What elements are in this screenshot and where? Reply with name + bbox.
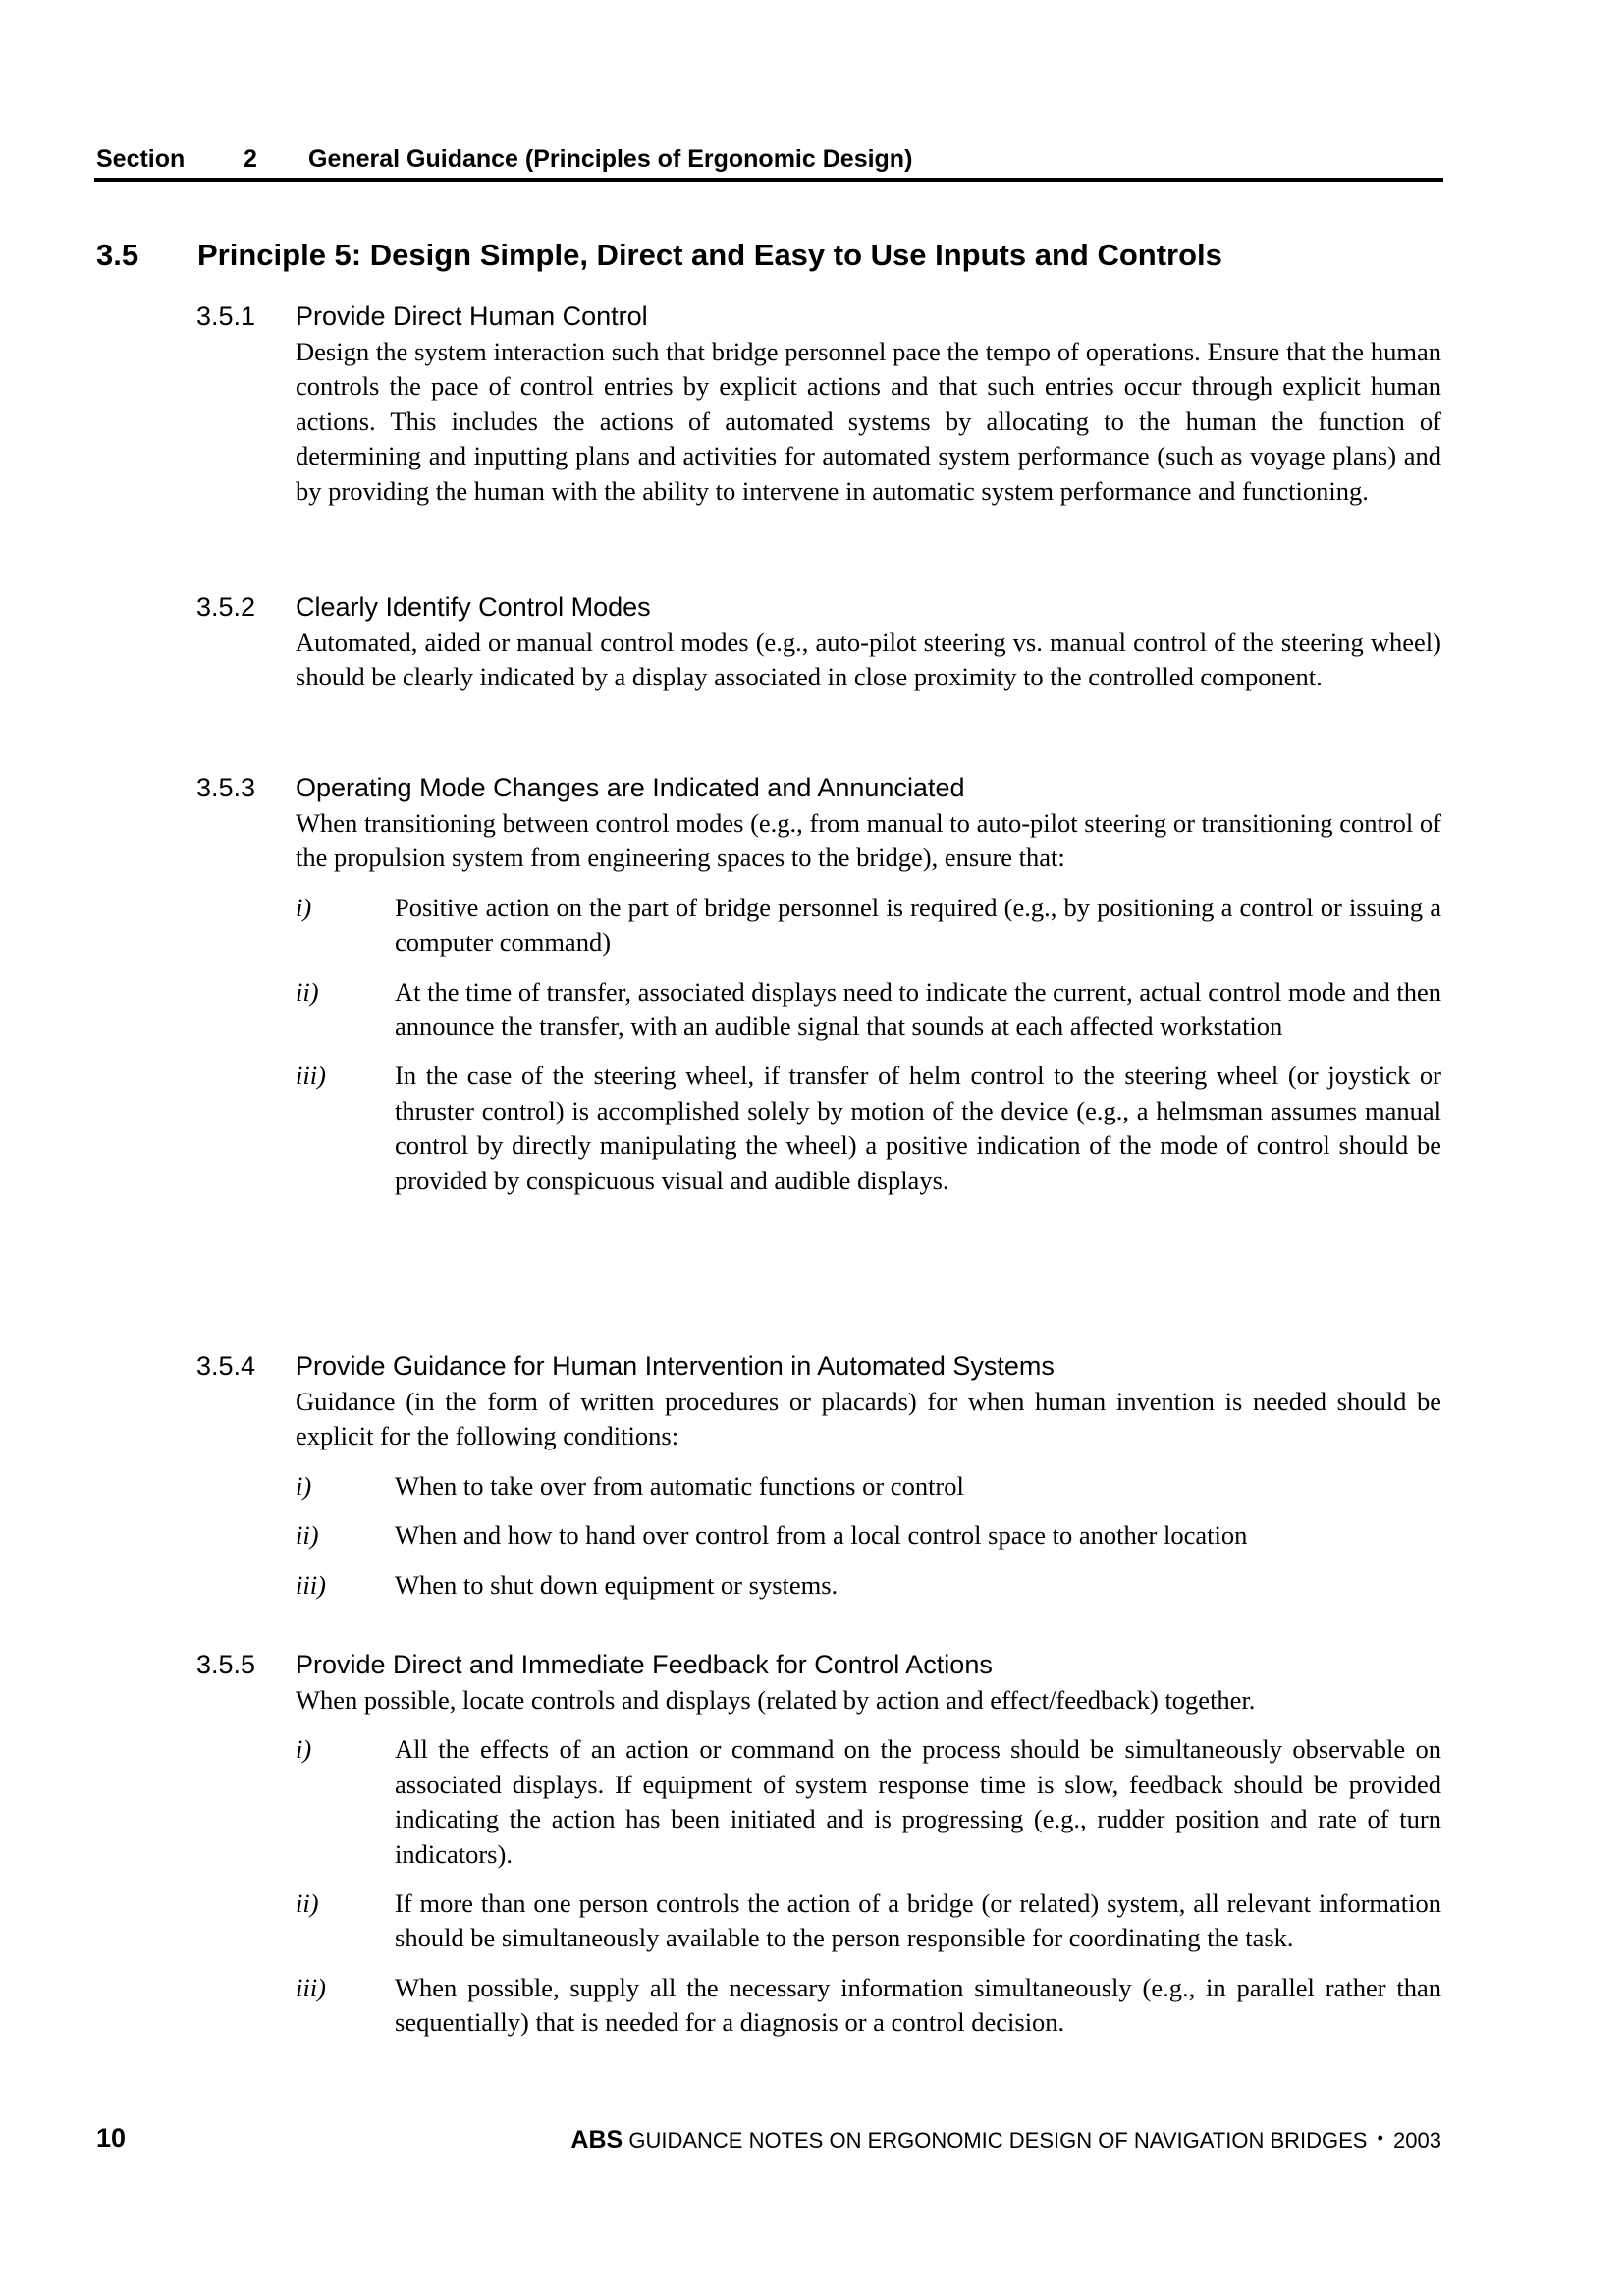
list-marker: i): [296, 892, 312, 922]
list-item: [296, 975, 1441, 1045]
list-marker: i): [296, 1470, 312, 1501]
subsection-title: Provide Guidance for Human Intervention in Automated Systems: [296, 1351, 1055, 1381]
publication-year: 2003: [1393, 2128, 1441, 2153]
list-item-text: When and how to hand over control from a local control space to another location: [395, 1520, 1248, 1551]
subsection-paragraph: Automated, aided or manual control modes (e.g., auto-pilot steering vs. manual control of the steering wheel) should be clearly indicated by a display associated in close proximity to the controlled component.: [296, 628, 1441, 692]
subsection-number: 3.5.5: [196, 1650, 256, 1679]
page-footer: [96, 2121, 1441, 2155]
list-item: [296, 1568, 1441, 1603]
list-item: [296, 1886, 1441, 1956]
subsection-3-5-5: [196, 1648, 1441, 2041]
list-item-text: When to shut down equipment or systems.: [395, 1569, 839, 1600]
footer-separator: •: [1377, 2128, 1383, 2148]
list-marker: ii): [296, 1888, 319, 1919]
list-item: [296, 1971, 1441, 2041]
subsection-heading: [196, 1349, 1441, 1383]
subsection-number: 3.5.4: [196, 1351, 256, 1381]
subsection-3-5-2: [196, 590, 1441, 695]
list-marker: ii): [296, 976, 319, 1007]
subsection-3-5-4: [196, 1349, 1441, 1603]
subsection-3-5-3: [196, 771, 1441, 1198]
document-title: GUIDANCE NOTES ON ERGONOMIC DESIGN OF NAVIGATION BRIDGES: [628, 2128, 1368, 2153]
subsection-number: 3.5.3: [196, 773, 256, 802]
list-item: [296, 891, 1441, 960]
condition-list: [196, 1732, 1441, 2040]
list-item-text: All the effects of an action or command on the process should be simultaneously observable on associated displays. If equipment of system response time is slow, feedback should be provided indicating the action has been initiated and is progressing (e.g., rudder position and rate of turn indicators).: [395, 1734, 1441, 1869]
list-item: [296, 1469, 1441, 1503]
footer-title: [570, 2121, 1441, 2158]
brand-logo-text: ABS: [570, 2126, 623, 2154]
condition-list: [196, 1469, 1441, 1603]
principle-number: 3.5: [96, 238, 139, 272]
list-item: [296, 1059, 1441, 1198]
list-item-text: When possible, supply all the necessary information simultaneously (e.g., in parallel rather than sequentially) that is needed for a diagnosis or a control decision.: [395, 1972, 1441, 2038]
running-header: [96, 142, 1441, 176]
list-marker: ii): [296, 1520, 319, 1551]
list-item-text: Positive action on the part of bridge personnel is required (e.g., by positioning a control or issuing a computer command): [395, 892, 1441, 957]
list-marker: i): [296, 1734, 312, 1765]
subsection-title: Clearly Identify Control Modes: [296, 592, 651, 622]
list-item-text: In the case of the steering wheel, if transfer of helm control to the steering wheel (or joystick or thruster control) is accomplished solely by motion of the device (e.g., a helmsman assumes manual control by directly manipulating the wheel) a positive indication of the mode of control should be provided by conspicuous visual and audible displays.: [395, 1061, 1441, 1195]
subsection-heading: [196, 590, 1441, 624]
section-title: General Guidance (Principles of Ergonomic Design): [308, 145, 913, 173]
list-marker: iii): [296, 1972, 326, 2002]
section-number: 2: [244, 145, 257, 173]
subsection-3-5-1: [196, 300, 1441, 509]
subsection-title: Provide Direct and Immediate Feedback for Control Actions: [296, 1650, 993, 1679]
subsection-paragraph: When possible, locate controls and displays (related by action and effect/feedback) together.: [296, 1685, 1256, 1715]
list-item-text: When to take over from automatic functions or control: [395, 1470, 964, 1501]
page-number: 10: [96, 2123, 127, 2153]
list-item-text: At the time of transfer, associated displays need to indicate the current, actual control mode and then announce the transfer, with an audible signal that sounds at each affected workstation: [395, 976, 1441, 1042]
subsection-heading: [196, 1648, 1441, 1681]
subsection-paragraph: Design the system interaction such that bridge personnel pace the tempo of operations. Ensure that the human controls the pace of control entries by explicit actions and that such entries occur through explicit human actions. This includes the actions of automated systems by allocating to the human the function of determining and inputting plans and activities for automated system performance (such as voyage plans) and by providing the human with the ability to intervene in automatic system performance and functioning.: [296, 337, 1441, 506]
subsection-heading: [196, 300, 1441, 333]
header-rule: [94, 178, 1443, 182]
subsection-title: Operating Mode Changes are Indicated and Annunciated: [296, 773, 965, 802]
subsection-heading: [196, 771, 1441, 804]
list-item: [296, 1518, 1441, 1553]
subsection-number: 3.5.2: [196, 592, 256, 622]
list-marker: iii): [296, 1569, 326, 1600]
subsection-paragraph: Guidance (in the form of written procedures or placards) for when human invention is needed should be explicit for the following conditions:: [296, 1387, 1441, 1451]
condition-list: [196, 891, 1441, 1198]
subsection-title: Provide Direct Human Control: [296, 301, 648, 331]
list-item: [296, 1732, 1441, 1872]
subsection-number: 3.5.1: [196, 301, 256, 331]
section-label: Section: [96, 145, 186, 173]
subsection-paragraph: When transitioning between control modes (e.g., from manual to auto-pilot steering or transitioning control of the propulsion system from engineering spaces to the bridge), ensure that:: [296, 808, 1441, 873]
principle-title: Principle 5: Design Simple, Direct and Easy to Use Inputs and Controls: [197, 238, 1222, 272]
list-item-text: If more than one person controls the action of a bridge (or related) system, all relevant information should be simultaneously available to the person responsible for coordinating the task.: [395, 1888, 1441, 1953]
list-marker: iii): [296, 1061, 326, 1091]
